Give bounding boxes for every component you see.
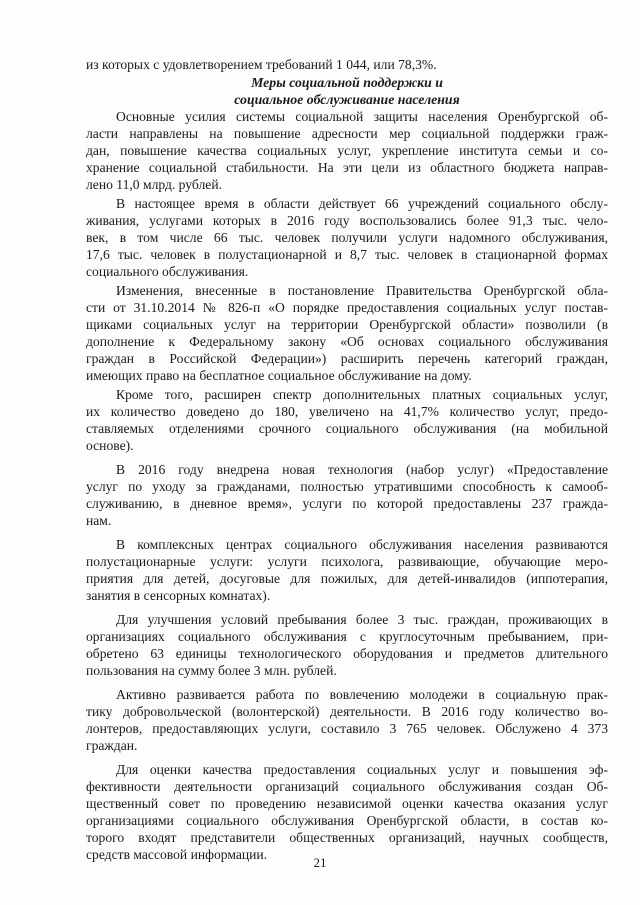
paragraph-line: лено 11,0 млрд. рублей. (86, 177, 222, 192)
paragraph-line: услуг по уходу за гражданами, полностью утратившими способность к самооб- (86, 479, 608, 494)
paragraph-line: пользования на сумму более 3 млн. рублей. (86, 663, 337, 678)
paragraph-line: приятия для детей, досуговые для пожилых, для детей-инвалидов (иппотерапия, (86, 571, 608, 586)
paragraph-line: полустационарные услуги: услуги психолога, развивающие, обучающие меро- (86, 554, 608, 569)
paragraph-line: век, в том числе 66 тыс. человек получили услуги надомного обслуживания, (86, 230, 608, 245)
paragraph-line: 17,6 тыс. человек в полустационарной и 8,7 тыс. человек в стационарной формах (86, 247, 608, 262)
paragraph-line: тику добровольческой (волонтерской) деятельности. В 2016 году количество во- (86, 704, 608, 719)
paragraph-line: Кроме того, расширен спектр дополнительных платных социальных услуг, (116, 387, 608, 402)
paragraph-line: нам. (86, 513, 112, 528)
paragraph-line: обретено 63 единицы технологического оборудования и предметов длительного (86, 646, 608, 661)
paragraph-line: организациях социального обслуживания с круглосуточным пребыванием, при- (86, 629, 608, 644)
paragraph-line: ласти направлены на повышение адресности мер социальной поддержки граж- (86, 126, 608, 141)
paragraph-line: граждан. (86, 738, 138, 753)
section-heading-line: Меры социальной поддержки и (251, 75, 443, 90)
section-heading-line: социальное обслуживание населения (234, 92, 460, 107)
paragraph-line: Основные усилия системы социальной защиты населения Оренбургской об- (116, 109, 608, 124)
paragraph-line: Изменения, внесенные в постановление Правительства Оренбургской обла- (116, 283, 608, 298)
paragraph-line: организациями социального обслуживания Оренбургской области, в состав ко- (86, 813, 608, 828)
paragraph-line: их количество доведено до 180, увеличено на 41,7% количество услуг, предо- (86, 404, 608, 419)
paragraph-line: Для оценки качества предоставления социальных услуг и повышения эф- (116, 762, 608, 777)
paragraph-line: щиками социальных услуг на территории Оренбургской области» позволили (в (86, 317, 608, 332)
paragraph-line: фективности деятельности организаций социального обслуживания создан Об- (86, 779, 608, 794)
paragraph-line: щественный совет по проведению независимой оценки качества оказания услуг (86, 796, 608, 811)
intro-line: из которых с удовлетворением требований 1 044, или 78,3%. (86, 57, 437, 72)
paragraph-line: В комплексных центрах социального обслуживания населения развиваются (116, 537, 608, 552)
paragraph-line: ставляемых отделениями срочного социального обслуживания (на мобильной (86, 421, 608, 436)
paragraph-line: средств массовой информации. (86, 847, 268, 862)
paragraph-line: хранение социальной стабильности. На эти цели из областного бюджета направ- (86, 160, 608, 175)
paragraph-line: дан, повышение качества социальных услуг, укрепление института семьи и со- (86, 143, 608, 158)
paragraph-line: В 2016 году внедрена новая технология (набор услуг) «Предоставление (116, 462, 608, 477)
page-number: 21 (313, 855, 327, 870)
paragraph-line: живания, услугами которых в 2016 году воспользовались более 91,3 тыс. чело- (86, 213, 608, 228)
paragraph-line: торого входят представители общественных организаций, научных сообществ, (86, 830, 608, 845)
paragraph-line: Активно развивается работа по вовлечению молодежи в социальную прак- (116, 687, 608, 702)
paragraph-line: В настоящее время в области действует 66 учреждений социального обслу- (116, 196, 608, 211)
paragraph-line: Для улучшения условий пребывания более 3 тыс. граждан, проживающих в (116, 612, 608, 627)
paragraph-line: занятия в сенсорных комнатах). (86, 588, 271, 603)
paragraph-line: лонтеров, предоставляющих услуги, составило 3 765 человек. Обслужено 4 373 (86, 721, 608, 736)
paragraph-line: имеющих право на бесплатное социальное обслуживание на дому. (86, 368, 472, 383)
paragraph-line: граждан в Российской Федерации») расширить перечень категорий граждан, (86, 351, 608, 366)
paragraph-line: основе). (86, 438, 134, 453)
paragraph-line: социального обслуживания. (86, 264, 249, 279)
paragraph-line: дополнение к Федеральному закону «Об основах социального обслуживания (86, 334, 608, 349)
paragraph-line: сти от 31.10.2014 № 826-п «О порядке предоставления социальных услуг постав- (86, 300, 608, 315)
paragraph-line: служиванию, в дневное время», услуги по которой предоставлены 237 гражда- (86, 496, 608, 511)
